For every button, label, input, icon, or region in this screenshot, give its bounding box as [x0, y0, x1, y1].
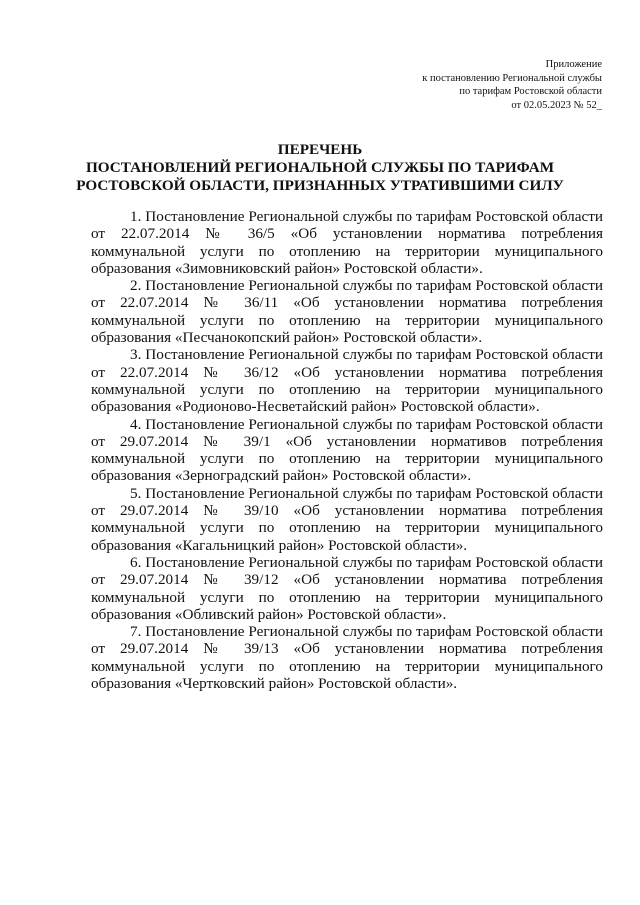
title-subject-line-1: ПОСТАНОВЛЕНИЙ РЕГИОНАЛЬНОЙ СЛУЖБЫ ПО ТАРИФАМ — [85, 159, 555, 176]
list-item: 2. Постановление Региональной службы по тарифам Ростовской области от 22.07.2014 № 36/11 «Об установлении норматива потребления коммунальной услуги по отоплению на территории муниципального образования «Песчанокопский район» Ростовской области». — [91, 277, 603, 347]
annex-label: Приложение — [545, 59, 602, 70]
annex-header — [422, 58, 602, 112]
list-item: 1. Постановление Региональной службы по тарифам Ростовской области от 22.07.2014 № 36/5 «Об установлении норматива потребления коммунальной услуги по отоплению на территории муниципального образования «Зимовниковский район» Ростовской области». — [91, 208, 603, 277]
resolutions-list — [91, 208, 603, 692]
list-item: 5. Постановление Региональной службы по тарифам Ростовской области от 29.07.2014 № 39/10 «Об установлении норматива потребления коммунальной услуги по отоплению на территории муниципального образования «Кагальницкий район» Ростовской области». — [91, 484, 603, 554]
title-subject-line-2: РОСТОВСКОЙ ОБЛАСТИ, ПРИЗНАННЫХ УТРАТИВШИМИ СИЛУ — [76, 177, 564, 194]
list-item: 7. Постановление Региональной службы по тарифам Ростовской области от 29.07.2014 № 39/13 «Об установлении норматива потребления коммунальной услуги по отоплению на территории муниципального образования «Чертковский район» Ростовской области». — [91, 623, 603, 693]
list-item: 4. Постановление Региональной службы по тарифам Ростовской области от 29.07.2014 № 39/1 «Об установлении нормативов потребления коммунальной услуги по отоплению на территории муниципального образования «Зерноградский район» Ростовской области». — [91, 415, 603, 485]
list-item: 3. Постановление Региональной службы по тарифам Ростовской области от 22.07.2014 № 36/12 «Об установлении норматива потребления коммунальной услуги по отоплению на территории муниципального образования «Родионово-Несветайский район» Ростовской области». — [91, 346, 603, 416]
annex-date-number: от 02.05.2023 № 52_ — [511, 99, 602, 111]
annex-authority: по тарифам Ростовской области — [459, 86, 602, 97]
document-title — [60, 141, 580, 195]
annex-reference: к постановлению Региональной службы — [422, 72, 602, 84]
list-item: 6. Постановление Региональной службы по тарифам Ростовской области от 29.07.2014 № 39/12 «Об установлении норматива потребления коммунальной услуги по отоплению на территории муниципального образования «Обливский район» Ростовской области». — [91, 553, 603, 623]
title-heading: ПЕРЕЧЕНЬ — [277, 141, 363, 158]
